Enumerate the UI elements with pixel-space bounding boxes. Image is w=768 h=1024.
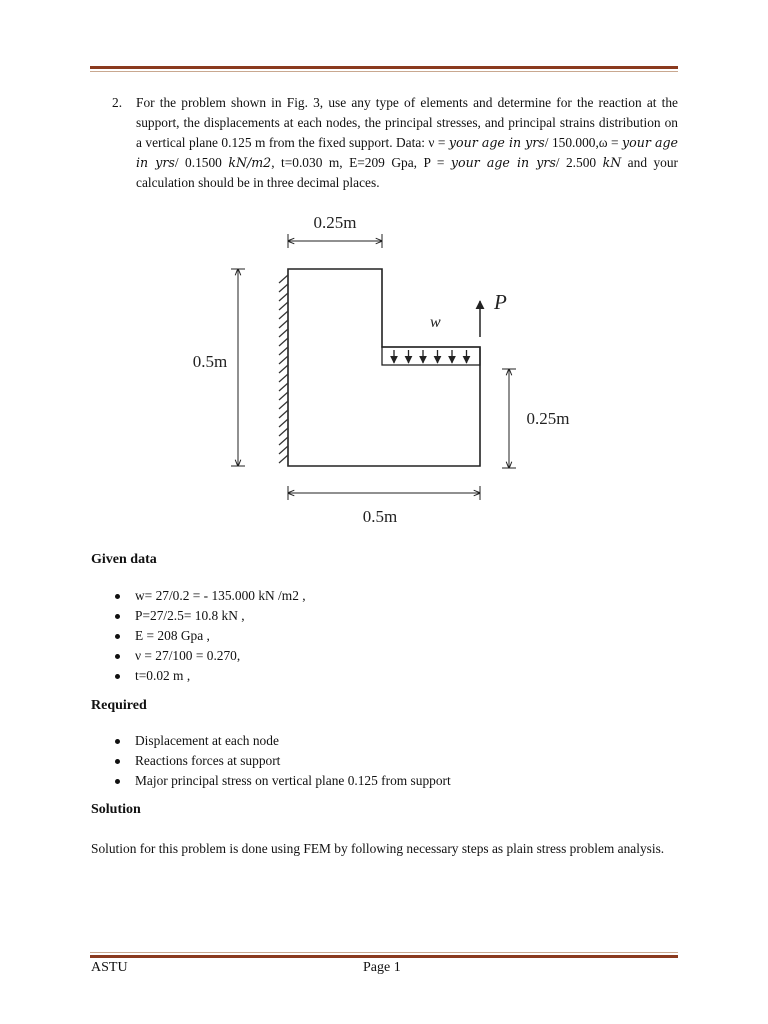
hatch-mark [279, 410, 288, 418]
list-item: ν = 27/100 = 0.270, [112, 646, 306, 666]
hatch-mark [279, 374, 288, 382]
problem-number: 2. [112, 95, 123, 110]
solution-heading: Solution [91, 802, 141, 817]
load-arrows [394, 350, 467, 363]
given-data-list [112, 586, 306, 686]
dim-top-label: 0.25m [313, 213, 357, 232]
list-item: P=27/2.5= 10.8 kN , [112, 606, 306, 626]
list-item: Major principal stress on vertical plane 0.125 from support [112, 771, 451, 791]
hatch-mark [279, 284, 288, 292]
hatch-mark [279, 302, 288, 310]
dim-bottom-label: 0.5m [362, 507, 398, 526]
footer-rule [90, 952, 678, 958]
header-rule [90, 66, 678, 72]
hatch-mark [279, 338, 288, 346]
page-number: Page 1 [363, 960, 401, 975]
problem-statement [112, 93, 678, 193]
hatch-mark [279, 446, 288, 454]
list-item: E = 208 Gpa , [112, 626, 306, 646]
hatch-mark [279, 401, 288, 409]
hatch-mark [279, 437, 288, 445]
hatch-mark [279, 419, 288, 427]
required-list [112, 731, 451, 791]
required-heading: Required [91, 698, 147, 713]
distributed-load-block [382, 347, 480, 365]
footer-left: ASTU [91, 960, 128, 975]
list-item: t=0.02 m , [112, 666, 306, 686]
hatch-mark [279, 365, 288, 373]
p-force-label: P [494, 290, 507, 314]
hatch-mark [279, 347, 288, 355]
hatch-mark [279, 311, 288, 319]
list-item: w= 27/0.2 = - 135.000 kN /m2 , [112, 586, 306, 606]
problem-text: For the problem shown in Fig. 3, use any type of elements and determine for the reaction at the support, the displacements at each nodes, the principal stresses, and principal strains distribution on a vertical plane 0.125 m from the fixed support. Data: ν = your age in yrs/ 150.000,ω = your age in yrs/ 0.1500 kN/m2, t=0.030 m, E=209 Gpa, P = your age in yrs/ 2.500 kN and your calculation should be in three decimal places. [136, 95, 679, 190]
list-item: Reactions forces at support [112, 751, 451, 771]
hatch-mark [279, 293, 288, 301]
dim-right-label: 0.25m [526, 409, 570, 428]
hatch-mark [279, 383, 288, 391]
hatch-mark [279, 329, 288, 337]
hatch-mark [279, 275, 288, 283]
fixed-support-hatch [279, 269, 288, 466]
hatch-mark [279, 392, 288, 400]
hatch-mark [279, 320, 288, 328]
structure-figure [180, 205, 600, 540]
plate-outline [288, 269, 480, 466]
w-load-label: w [430, 314, 441, 331]
solution-paragraph: Solution for this problem is done using FEM by following necessary steps as plain stress problem analysis. [91, 841, 665, 856]
hatch-mark [279, 356, 288, 364]
given-data-heading: Given data [91, 552, 157, 567]
list-item: Displacement at each node [112, 731, 451, 751]
hatch-mark [279, 428, 288, 436]
dim-left-label: 0.5m [192, 352, 228, 371]
hatch-mark [279, 455, 288, 463]
